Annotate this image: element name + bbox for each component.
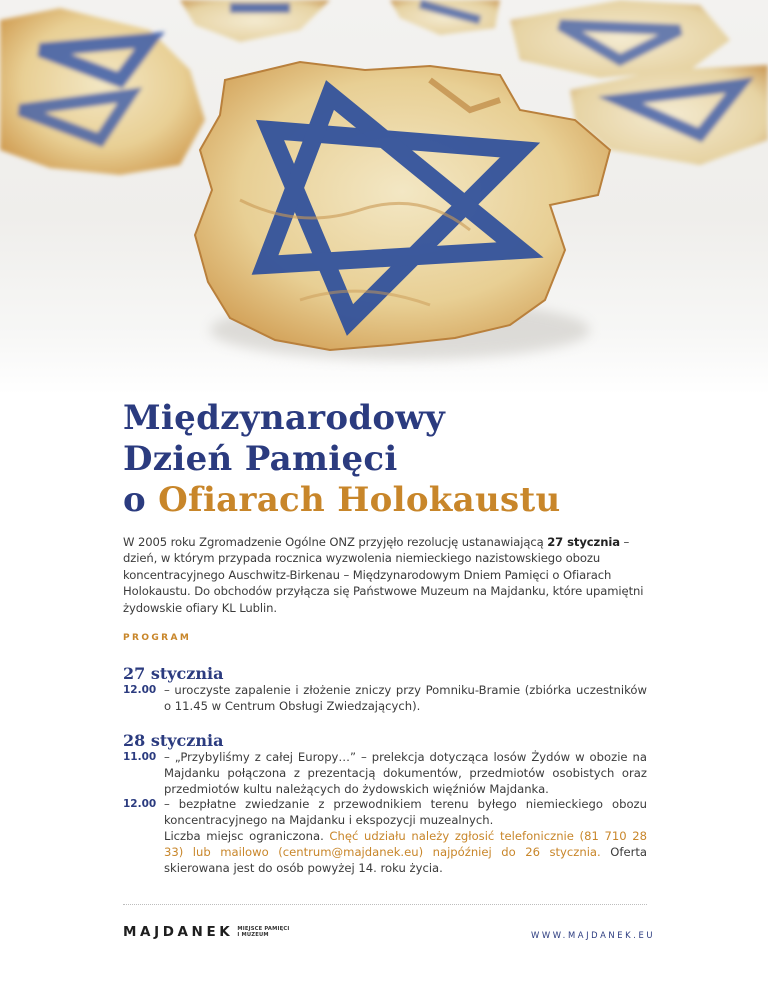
logo-subtitle [237,926,289,938]
event-note-highlight: Chęć udziału należy zgłosić telefonicznie (81 710 28 33) lub mailowo (centrum@majdanek.eu) najpóźniej do 26 stycznia. [164,829,647,859]
day-heading-28: 28 stycznia [123,731,224,750]
event-note-tail: Oferta skierowana jest do osób powyżej 14. roku życia. [164,845,647,875]
day-heading-27: 27 stycznia [123,664,224,683]
title-line-3-prefix: o [123,480,159,520]
logo-subtitle-line-1: MIEJSCE PAMIĘCI [237,926,290,932]
logo-subtitle-line-2: I MUZEUM [237,932,269,938]
intro-paragraph [123,534,647,616]
program-label: PROGRAM [123,633,192,643]
event-description-text: – bezpłatne zwiedzanie z przewodnikiem terenu byłego niemieckiego obozu koncentracyjnego na Majdanku i ekspozycji muzealnych. [164,797,647,827]
event-description: – uroczyste zapalenie i złożenie zniczy przy Pomniku-Bramie (zbiórka uczestników o 11.45 w Centrum Obsługi Zwiedzających). [164,683,647,713]
title-line-1: Międzynarodowy [123,398,446,438]
website-link[interactable]: WWW.MAJDANEK.EU [531,930,656,940]
event-note-plain: Liczba miejsc ograniczona. [164,829,330,843]
page-title [123,398,561,521]
title-line-3-accent: Ofiarach Holokaustu [158,480,561,520]
majdanek-logo [123,924,290,940]
intro-date-highlight: 27 stycznia [547,535,620,549]
event-time: 12.00 [123,798,157,810]
event-item [123,749,647,797]
fabric-star-fragments-image [0,0,768,395]
event-item [123,796,647,876]
hero-photo [0,0,768,395]
logo-name: MAJDANEK [123,924,234,940]
event-description [164,796,647,876]
event-time: 12.00 [123,684,157,696]
event-time: 11.00 [123,751,157,763]
event-description: – „Przybyliśmy z całej Europy…” – prelekcja dotycząca losów Żydów w obozie na Majdanku połączona z prezentacją dokumentów, przedmiotów osobistych oraz przedmiotów kultu należących do żydowskich więźniów Majdanka. [164,750,647,796]
title-line-2: Dzień Pamięci [123,439,398,479]
event-item [123,682,647,714]
intro-part-2: – dzień, w którym przypada rocznica wyzwolenia niemieckiego nazistowskiego obozu koncentracyjnego Auschwitz-Birkenau – Międzynarodowym Dniem Pamięci o Ofiarach Holokaustu. Do obchodów przyłącza się Państwowe Muzeum na Majdanku, które upamiętni żydowskie ofiary KL Lublin. [123,535,644,615]
intro-part-1: W 2005 roku Zgromadzenie Ogólne ONZ przyjęło rezolucję ustanawiającą [123,535,548,549]
footer-divider [123,904,647,905]
